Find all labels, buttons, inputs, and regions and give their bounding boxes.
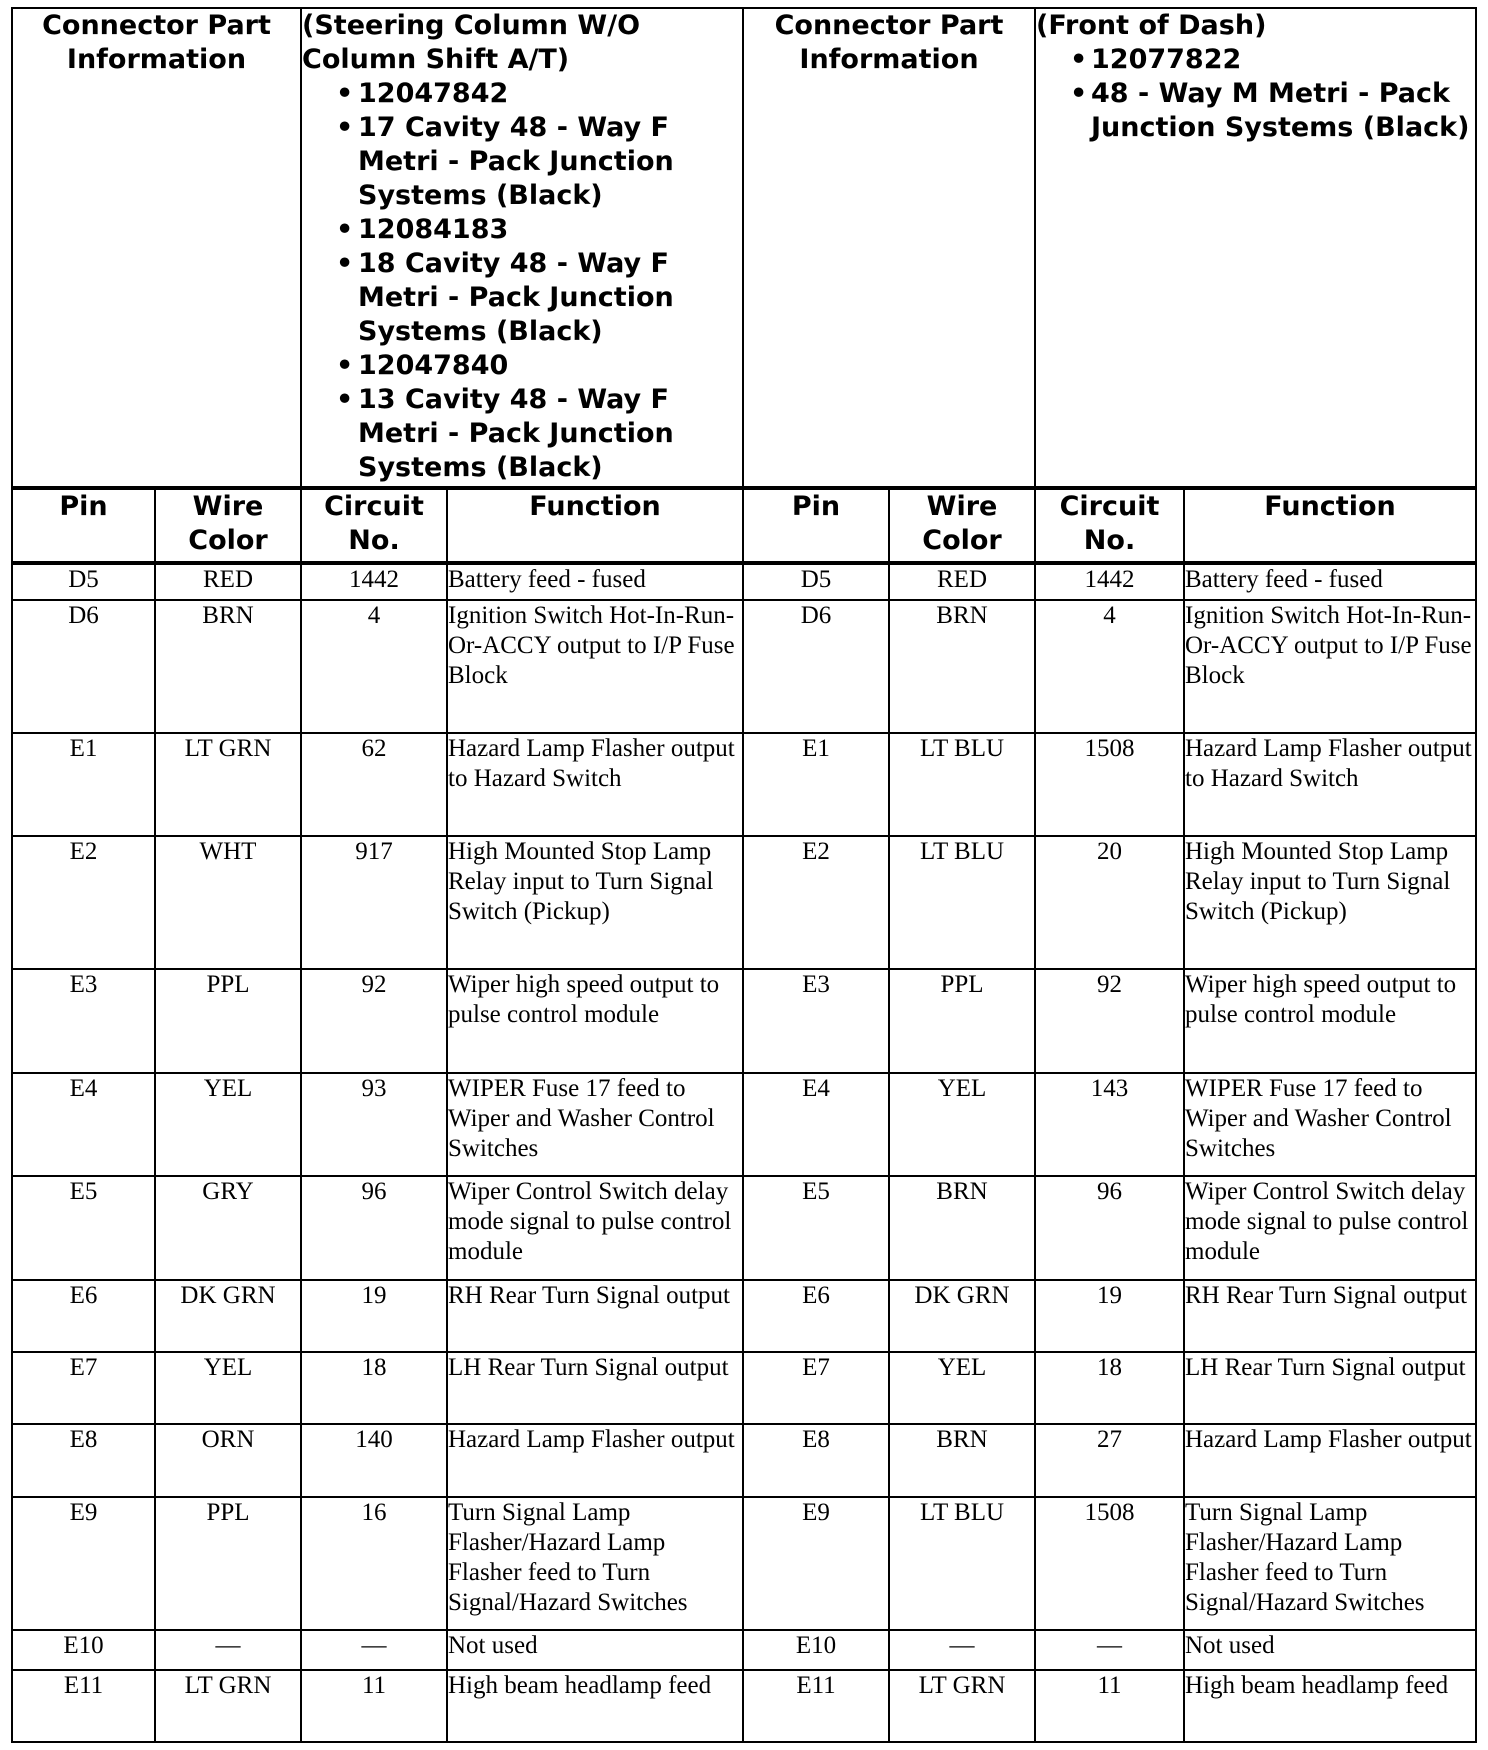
right-pin-cell: E1 bbox=[743, 733, 889, 836]
table-row bbox=[12, 600, 1476, 733]
right-circuit-no-cell: 1508 bbox=[1035, 733, 1184, 836]
table-row bbox=[12, 836, 1476, 969]
right-function-cell: WIPER Fuse 17 feed to Wiper and Washer Control Switches bbox=[1184, 1073, 1476, 1176]
right-circuit-no-cell: — bbox=[1035, 1630, 1184, 1670]
left-pin-cell: E10 bbox=[12, 1630, 155, 1670]
left-pin-cell: E8 bbox=[12, 1424, 155, 1497]
left-function-cell: Hazard Lamp Flasher output to Hazard Switch bbox=[447, 733, 743, 836]
right-wire-color-cell: BRN bbox=[889, 1424, 1035, 1497]
left-wire-color-cell: GRY bbox=[155, 1176, 301, 1280]
table-row bbox=[12, 1280, 1476, 1352]
left-info-item: • 17 Cavity 48 - Way F Metri - Pack Junction Systems (Black) bbox=[336, 112, 674, 211]
right-function-cell: High beam headlamp feed bbox=[1184, 1670, 1476, 1742]
col-header-pin: Pin bbox=[743, 488, 889, 563]
right-wire-color-cell: RED bbox=[889, 563, 1035, 600]
right-wire-color-cell: LT BLU bbox=[889, 1497, 1035, 1630]
left-info-list bbox=[302, 77, 742, 485]
right-function-cell: LH Rear Turn Signal output bbox=[1184, 1352, 1476, 1424]
left-wire-color-cell: PPL bbox=[155, 1497, 301, 1630]
left-pin-cell: D6 bbox=[12, 600, 155, 733]
left-pin-cell: E9 bbox=[12, 1497, 155, 1630]
col-header-function: Function bbox=[447, 488, 743, 563]
table-row bbox=[12, 1424, 1476, 1497]
col-header-function: Function bbox=[1184, 488, 1476, 563]
col-header-circuit-no: Circuit No. bbox=[301, 488, 447, 563]
right-info-item: • 12077822 bbox=[1070, 44, 1242, 75]
left-info-item: • 13 Cavity 48 - Way F Metri - Pack Junction Systems (Black) bbox=[336, 384, 674, 483]
right-pin-cell: E2 bbox=[743, 836, 889, 969]
table-row bbox=[12, 1073, 1476, 1176]
right-info-title: (Front of Dash) bbox=[1036, 10, 1267, 41]
table-row bbox=[12, 969, 1476, 1073]
right-pin-cell: D5 bbox=[743, 563, 889, 600]
right-circuit-no-cell: 11 bbox=[1035, 1670, 1184, 1742]
table-row bbox=[12, 1497, 1476, 1630]
col-header-circuit-no: Circuit No. bbox=[1035, 488, 1184, 563]
col-header-pin: Pin bbox=[12, 488, 155, 563]
right-wire-color-cell: YEL bbox=[889, 1352, 1035, 1424]
right-pin-cell: E9 bbox=[743, 1497, 889, 1630]
left-info-title: (Steering Column W/O Column Shift A/T) bbox=[302, 10, 641, 75]
left-wire-color-cell: ORN bbox=[155, 1424, 301, 1497]
right-function-cell: Ignition Switch Hot-In-Run-Or-ACCY output to I/P Fuse Block bbox=[1184, 600, 1476, 733]
right-function-cell: Not used bbox=[1184, 1630, 1476, 1670]
right-circuit-no-cell: 18 bbox=[1035, 1352, 1184, 1424]
left-circuit-no-cell: 16 bbox=[301, 1497, 447, 1630]
left-function-cell: Wiper high speed output to pulse control module bbox=[447, 969, 743, 1073]
left-wire-color-cell: — bbox=[155, 1630, 301, 1670]
right-info-list bbox=[1036, 43, 1475, 145]
right-wire-color-cell: LT BLU bbox=[889, 733, 1035, 836]
left-circuit-no-cell: 917 bbox=[301, 836, 447, 969]
right-info-item: • 48 - Way M Metri - Pack Junction Systems (Black) bbox=[1070, 78, 1470, 143]
left-pin-cell: E5 bbox=[12, 1176, 155, 1280]
right-wire-color-cell: BRN bbox=[889, 1176, 1035, 1280]
left-circuit-no-cell: — bbox=[301, 1630, 447, 1670]
right-pin-cell: E8 bbox=[743, 1424, 889, 1497]
right-pin-cell: E3 bbox=[743, 969, 889, 1073]
right-function-cell: RH Rear Turn Signal output bbox=[1184, 1280, 1476, 1352]
left-circuit-no-cell: 19 bbox=[301, 1280, 447, 1352]
left-wire-color-cell: LT GRN bbox=[155, 733, 301, 836]
right-connector-part-label: Connector Part Information bbox=[743, 8, 1035, 488]
right-function-cell: Turn Signal Lamp Flasher/Hazard Lamp Flasher feed to Turn Signal/Hazard Switches bbox=[1184, 1497, 1476, 1630]
table-row bbox=[12, 1352, 1476, 1424]
right-wire-color-cell: PPL bbox=[889, 969, 1035, 1073]
right-circuit-no-cell: 92 bbox=[1035, 969, 1184, 1073]
left-wire-color-cell: RED bbox=[155, 563, 301, 600]
right-function-cell: Wiper high speed output to pulse control module bbox=[1184, 969, 1476, 1073]
left-connector-part-label: Connector Part Information bbox=[12, 8, 301, 488]
right-circuit-no-cell: 1442 bbox=[1035, 563, 1184, 600]
left-info-item: • 18 Cavity 48 - Way F Metri - Pack Junction Systems (Black) bbox=[336, 248, 674, 347]
right-pin-cell: E5 bbox=[743, 1176, 889, 1280]
left-circuit-no-cell: 11 bbox=[301, 1670, 447, 1742]
left-circuit-no-cell: 93 bbox=[301, 1073, 447, 1176]
right-circuit-no-cell: 4 bbox=[1035, 600, 1184, 733]
right-wire-color-cell: DK GRN bbox=[889, 1280, 1035, 1352]
left-wire-color-cell: WHT bbox=[155, 836, 301, 969]
left-info-item: • 12047840 bbox=[336, 350, 509, 381]
left-wire-color-cell: LT GRN bbox=[155, 1670, 301, 1742]
right-pin-cell: E7 bbox=[743, 1352, 889, 1424]
table-row bbox=[12, 1630, 1476, 1670]
left-wire-color-cell: BRN bbox=[155, 600, 301, 733]
left-function-cell: WIPER Fuse 17 feed to Wiper and Washer Control Switches bbox=[447, 1073, 743, 1176]
col-header-wire-color: Wire Color bbox=[889, 488, 1035, 563]
left-circuit-no-cell: 1442 bbox=[301, 563, 447, 600]
right-circuit-no-cell: 143 bbox=[1035, 1073, 1184, 1176]
left-pin-cell: E6 bbox=[12, 1280, 155, 1352]
left-circuit-no-cell: 18 bbox=[301, 1352, 447, 1424]
right-wire-color-cell: — bbox=[889, 1630, 1035, 1670]
col-header-wire-color: Wire Color bbox=[155, 488, 301, 563]
left-wire-color-cell: YEL bbox=[155, 1352, 301, 1424]
left-function-cell: Hazard Lamp Flasher output bbox=[447, 1424, 743, 1497]
table-row bbox=[12, 1670, 1476, 1742]
table-row bbox=[12, 563, 1476, 600]
table-row bbox=[12, 1176, 1476, 1280]
left-wire-color-cell: PPL bbox=[155, 969, 301, 1073]
right-function-cell: Hazard Lamp Flasher output to Hazard Switch bbox=[1184, 733, 1476, 836]
left-circuit-no-cell: 96 bbox=[301, 1176, 447, 1280]
right-function-cell: Battery feed - fused bbox=[1184, 563, 1476, 600]
left-pin-cell: E7 bbox=[12, 1352, 155, 1424]
left-function-cell: High Mounted Stop Lamp Relay input to Turn Signal Switch (Pickup) bbox=[447, 836, 743, 969]
right-circuit-no-cell: 1508 bbox=[1035, 1497, 1184, 1630]
left-function-cell: Turn Signal Lamp Flasher/Hazard Lamp Flasher feed to Turn Signal/Hazard Switches bbox=[447, 1497, 743, 1630]
right-pin-cell: E11 bbox=[743, 1670, 889, 1742]
right-pin-cell: E4 bbox=[743, 1073, 889, 1176]
left-wire-color-cell: YEL bbox=[155, 1073, 301, 1176]
left-pin-cell: E1 bbox=[12, 733, 155, 836]
left-function-cell: Not used bbox=[447, 1630, 743, 1670]
left-wire-color-cell: DK GRN bbox=[155, 1280, 301, 1352]
right-wire-color-cell: LT BLU bbox=[889, 836, 1035, 969]
left-pin-cell: D5 bbox=[12, 563, 155, 600]
left-connector-part-info bbox=[301, 8, 743, 488]
left-pin-cell: E4 bbox=[12, 1073, 155, 1176]
left-circuit-no-cell: 140 bbox=[301, 1424, 447, 1497]
right-wire-color-cell: LT GRN bbox=[889, 1670, 1035, 1742]
left-function-cell: LH Rear Turn Signal output bbox=[447, 1352, 743, 1424]
data-rows bbox=[12, 563, 1476, 1742]
right-pin-cell: E6 bbox=[743, 1280, 889, 1352]
right-pin-cell: D6 bbox=[743, 600, 889, 733]
left-circuit-no-cell: 92 bbox=[301, 969, 447, 1073]
left-function-cell: RH Rear Turn Signal output bbox=[447, 1280, 743, 1352]
right-wire-color-cell: YEL bbox=[889, 1073, 1035, 1176]
connector-table bbox=[11, 7, 1477, 1743]
table-row bbox=[12, 733, 1476, 836]
right-function-cell: Wiper Control Switch delay mode signal to pulse control module bbox=[1184, 1176, 1476, 1280]
right-circuit-no-cell: 96 bbox=[1035, 1176, 1184, 1280]
left-function-cell: Battery feed - fused bbox=[447, 563, 743, 600]
left-pin-cell: E3 bbox=[12, 969, 155, 1073]
right-function-cell: High Mounted Stop Lamp Relay input to Turn Signal Switch (Pickup) bbox=[1184, 836, 1476, 969]
left-function-cell: Ignition Switch Hot-In-Run-Or-ACCY output to I/P Fuse Block bbox=[447, 600, 743, 733]
left-info-item: • 12084183 bbox=[336, 214, 509, 245]
right-circuit-no-cell: 20 bbox=[1035, 836, 1184, 969]
left-function-cell: Wiper Control Switch delay mode signal to pulse control module bbox=[447, 1176, 743, 1280]
left-circuit-no-cell: 4 bbox=[301, 600, 447, 733]
right-pin-cell: E10 bbox=[743, 1630, 889, 1670]
right-circuit-no-cell: 19 bbox=[1035, 1280, 1184, 1352]
left-info-item: • 12047842 bbox=[336, 78, 509, 109]
right-circuit-no-cell: 27 bbox=[1035, 1424, 1184, 1497]
right-connector-part-info bbox=[1035, 8, 1476, 488]
left-pin-cell: E11 bbox=[12, 1670, 155, 1742]
left-function-cell: High beam headlamp feed bbox=[447, 1670, 743, 1742]
column-header-row bbox=[12, 488, 1476, 563]
left-pin-cell: E2 bbox=[12, 836, 155, 969]
left-circuit-no-cell: 62 bbox=[301, 733, 447, 836]
right-wire-color-cell: BRN bbox=[889, 600, 1035, 733]
right-function-cell: Hazard Lamp Flasher output bbox=[1184, 1424, 1476, 1497]
